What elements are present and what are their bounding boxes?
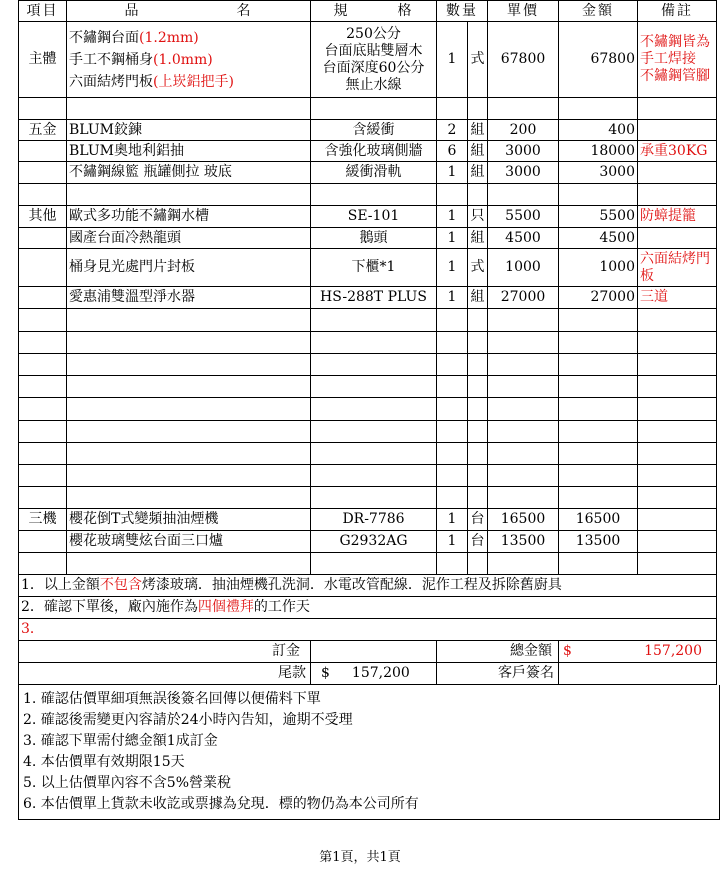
item-qty: 2 [437, 120, 468, 141]
signature-field[interactable] [559, 663, 717, 685]
item-qty: 6 [437, 141, 468, 162]
item-amount: 18000 [559, 141, 638, 162]
table-row [19, 309, 717, 332]
item-price: 13500 [488, 531, 559, 553]
col-header-qty: 數量 [437, 1, 488, 22]
item-amount: 16500 [559, 509, 638, 531]
item-spec: HS-288T PLUS [311, 287, 437, 309]
item-note [638, 162, 717, 184]
table-header [19, 1, 717, 22]
table-row [19, 120, 717, 141]
deposit-value [311, 641, 437, 663]
item-amount: 67800 [559, 22, 638, 98]
item-qty: 1 [437, 206, 468, 228]
item-name: BLUM鉸鍊 [67, 120, 311, 141]
item-name-cell [67, 22, 311, 98]
item-note [638, 228, 717, 249]
table-row [19, 531, 717, 553]
item-note: 三道 [638, 287, 717, 309]
item-note: 防蟑提籠 [638, 206, 717, 228]
item-unit: 組 [468, 141, 488, 162]
item-spec: 下櫃*1 [311, 249, 437, 287]
deposit-label: 訂金 [19, 641, 311, 663]
item-spec: 含緩衝 [311, 120, 437, 141]
item-unit: 台 [468, 509, 488, 531]
item-price: 67800 [488, 22, 559, 98]
item-unit: 台 [468, 531, 488, 553]
item-unit: 組 [468, 162, 488, 184]
table-row [19, 487, 717, 509]
category-main: 主體 [19, 22, 67, 98]
item-price: 5500 [488, 206, 559, 228]
item-qty: 1 [437, 228, 468, 249]
table-row [19, 332, 717, 354]
item-spec: 鵝頭 [311, 228, 437, 249]
balance-label: 尾款 [19, 663, 311, 685]
table-row [19, 162, 717, 184]
item-name: 不鏽鋼線籃 瓶罐側拉 玻底 [67, 162, 311, 184]
item-unit: 式 [468, 249, 488, 287]
table-row [19, 465, 717, 487]
item-amount: 27000 [559, 287, 638, 309]
category-hardware: 五金 [19, 120, 67, 141]
item-name: 櫻花倒T式變頻抽油煙機 [67, 509, 311, 531]
item-note [638, 120, 717, 141]
item-price: 1000 [488, 249, 559, 287]
item-name: 國產台面冷熱龍頭 [67, 228, 311, 249]
table-row [19, 22, 717, 98]
col-header-spec: 規 格 [311, 1, 437, 22]
item-name: 櫻花玻璃雙炫台面三口爐 [67, 531, 311, 553]
item-amount: 3000 [559, 162, 638, 184]
term-item: 4. 本估價單有效期限15天 [23, 754, 185, 770]
table-row [19, 398, 717, 421]
item-qty: 1 [437, 287, 468, 309]
item-note: 承重30KG [638, 141, 717, 162]
item-amount: 1000 [559, 249, 638, 287]
item-unit: 只 [468, 206, 488, 228]
item-qty: 1 [437, 22, 468, 98]
signature-label: 客戶簽名 [437, 663, 559, 685]
item-name: 手工不鋼桶身(1.0mm) [69, 51, 213, 68]
table-row [19, 443, 717, 465]
col-header-name: 品 名 [67, 1, 311, 22]
table-row [19, 228, 717, 249]
item-unit: 組 [468, 120, 488, 141]
item-note [638, 509, 717, 531]
item-amount: 13500 [559, 531, 638, 553]
quotation-sheet [18, 0, 716, 820]
item-spec: 含強化玻璃側牆 [311, 141, 437, 162]
total-value: $ 157,200 [559, 641, 717, 663]
term-item: 3. 確認下單需付總金額1成訂金 [23, 733, 218, 749]
page-footer: 第1頁，共1頁 [319, 850, 401, 865]
totals-row [19, 663, 717, 685]
remark-1: 1．以上金額不包含烤漆玻璃．抽油煙機孔洗洞．水電改管配線．泥作工程及拆除舊廚具 [19, 575, 717, 597]
item-spec: SE-101 [311, 206, 437, 228]
col-header-item: 項目 [19, 1, 67, 22]
table-row [19, 98, 717, 120]
item-amount: 4500 [559, 228, 638, 249]
table-row [19, 421, 717, 443]
terms-box [18, 685, 720, 820]
col-header-note: 備註 [638, 1, 717, 22]
item-price: 3000 [488, 141, 559, 162]
term-item: 5. 以上估價單內容不含5%營業稅 [23, 775, 232, 791]
table-row [19, 287, 717, 309]
item-qty: 1 [437, 531, 468, 553]
remark-row [19, 619, 717, 641]
remark-3: 3． [19, 619, 717, 641]
balance-value: $ 157,200 [311, 663, 437, 685]
col-header-amount: 金額 [559, 1, 638, 22]
item-price: 16500 [488, 509, 559, 531]
item-note: 六面結烤門板 [638, 249, 717, 287]
item-price: 27000 [488, 287, 559, 309]
item-spec: DR-7786 [311, 509, 437, 531]
item-name: 歐式多功能不鏽鋼水槽 [67, 206, 311, 228]
term-item: 1. 確認估價單細項無誤後簽名回傳以便備料下單 [23, 691, 321, 707]
item-qty: 1 [437, 509, 468, 531]
item-spec: G2932AG [311, 531, 437, 553]
table-row [19, 354, 717, 376]
total-label: 總金額 [437, 641, 559, 663]
item-unit: 組 [468, 287, 488, 309]
remark-row [19, 597, 717, 619]
remark-2: 2．確認下單後，廠內施作為四個禮拜的工作天 [19, 597, 717, 619]
item-price: 3000 [488, 162, 559, 184]
col-header-price: 單價 [488, 1, 559, 22]
item-name: 六面結烤門板(上崁鋁把手) [69, 73, 234, 90]
item-amount: 400 [559, 120, 638, 141]
item-name: BLUM奧地利鋁抽 [67, 141, 311, 162]
quotation-table [18, 0, 717, 685]
item-amount: 5500 [559, 206, 638, 228]
table-row [19, 553, 717, 575]
item-qty: 1 [437, 162, 468, 184]
category-other: 其他 [19, 206, 67, 228]
item-name: 愛惠浦雙溫型淨水器 [67, 287, 311, 309]
term-item: 6. 本估價單上貨款未收訖或票據為兌現．標的物仍為本公司所有 [23, 796, 419, 812]
item-note [638, 531, 717, 553]
item-note: 不鏽鋼皆為 手工焊接 不鏽鋼管腳 [638, 22, 717, 98]
item-spec: 緩衝滑軌 [311, 162, 437, 184]
remark-row [19, 575, 717, 597]
item-name: 不鏽鋼台面(1.2mm) [69, 29, 199, 46]
table-row [19, 206, 717, 228]
item-price: 4500 [488, 228, 559, 249]
totals-row [19, 641, 717, 663]
item-name: 桶身見光處門片封板 [67, 249, 311, 287]
table-row [19, 184, 717, 206]
table-row [19, 249, 717, 287]
category-appliances: 三機 [19, 509, 67, 531]
item-unit: 組 [468, 228, 488, 249]
item-price: 200 [488, 120, 559, 141]
table-row [19, 141, 717, 162]
item-unit: 式 [468, 22, 488, 98]
table-row [19, 509, 717, 531]
item-qty: 1 [437, 249, 468, 287]
item-spec: 250公分 台面底貼雙層木 台面深度60公分 無止水線 [311, 22, 437, 98]
table-row [19, 376, 717, 398]
term-item: 2. 確認後需變更內容請於24小時內告知，逾期不受理 [23, 712, 353, 728]
